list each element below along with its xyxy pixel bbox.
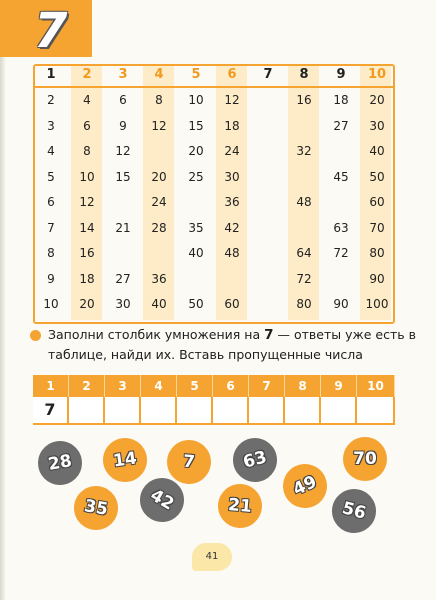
table-cell <box>286 166 322 189</box>
table-cell: 20 <box>369 93 385 107</box>
chapter-number: 7 <box>34 3 68 59</box>
table-cell: 16 <box>296 93 312 107</box>
table-cell <box>323 140 359 163</box>
table-cell: 9 <box>119 118 127 133</box>
table-cell: 4 <box>83 93 91 107</box>
table-cell: 42 <box>224 220 240 235</box>
table-cell: 24 <box>224 144 240 158</box>
answer-input-cell[interactable] <box>321 397 357 423</box>
answer-header-cell: 1 <box>33 375 69 397</box>
table-cell: 100 <box>365 297 389 311</box>
table-cell: 48 <box>224 246 240 260</box>
table-cell: 2 <box>47 93 55 107</box>
table-cell: 70 <box>369 220 385 235</box>
number-circle[interactable]: 35 <box>71 483 122 534</box>
instruction-part1: Заполни столбик умножения на <box>48 327 265 342</box>
table-cell: 28 <box>151 220 167 235</box>
table-cell <box>250 293 286 316</box>
table-cell: 27 <box>333 118 349 133</box>
page-edge <box>0 0 6 600</box>
table-cell <box>250 191 286 214</box>
table-cell <box>286 115 322 138</box>
table-header-cell: 4 <box>154 67 164 82</box>
table-cell: 15 <box>188 118 204 133</box>
table-cell <box>286 217 322 240</box>
table-header-divider <box>33 86 393 88</box>
answer-header-cell: 2 <box>69 375 105 397</box>
page-number: 41 <box>205 551 219 562</box>
table-cell: 10 <box>43 297 59 311</box>
table-cell: 5 <box>47 169 55 184</box>
number-circle[interactable]: 42 <box>132 470 192 530</box>
answer-header-cell: 4 <box>141 375 177 397</box>
table-cell: 50 <box>369 169 385 184</box>
table-cell: 12 <box>224 93 240 107</box>
table-cell: 8 <box>155 93 163 107</box>
table-cell: 60 <box>369 195 385 209</box>
table-cell: 40 <box>188 246 204 260</box>
table-cell: 90 <box>369 271 385 286</box>
table-cell: 12 <box>115 144 131 158</box>
table-cell: 20 <box>151 169 167 184</box>
answer-table <box>33 375 395 425</box>
table-cell <box>105 242 141 265</box>
table-cell: 60 <box>224 297 240 311</box>
table-cell: 3 <box>47 118 55 133</box>
table-cell <box>250 217 286 240</box>
table-cell <box>250 140 286 163</box>
table-cell: 24 <box>151 195 167 209</box>
multiplication-table <box>33 62 393 320</box>
table-cell <box>250 115 286 138</box>
table-cell: 48 <box>296 195 312 209</box>
table-cell: 50 <box>188 297 204 311</box>
table-cell <box>250 166 286 189</box>
table-header-cell: 5 <box>191 67 201 82</box>
table-cell: 18 <box>224 118 240 133</box>
answer-input-cell[interactable] <box>69 397 105 423</box>
table-cell: 40 <box>369 144 385 158</box>
number-circle[interactable]: 21 <box>216 482 264 530</box>
table-cell <box>323 191 359 214</box>
table-cell <box>141 140 177 163</box>
table-cell: 10 <box>79 169 95 184</box>
table-cell: 12 <box>151 118 167 133</box>
bullet-icon <box>30 330 41 341</box>
table-cell: 36 <box>224 195 240 209</box>
answer-header-cell: 8 <box>285 375 321 397</box>
table-cell: 36 <box>151 271 167 286</box>
table-cell: 6 <box>83 118 91 133</box>
answer-header-cell: 7 <box>249 375 285 397</box>
table-header-cell: 8 <box>299 67 309 82</box>
table-cell <box>105 191 141 214</box>
table-header-cell: 3 <box>118 67 128 82</box>
table-cell: 90 <box>333 297 349 311</box>
table-header-cell: 2 <box>82 67 92 82</box>
number-circle[interactable]: 14 <box>100 435 150 485</box>
table-cell <box>250 89 286 112</box>
table-cell <box>250 242 286 265</box>
table-cell: 4 <box>47 144 55 158</box>
table-cell: 6 <box>47 195 55 209</box>
number-circle[interactable]: 70 <box>343 437 387 481</box>
table-cell: 10 <box>188 93 204 107</box>
answer-input-cell[interactable] <box>357 397 395 423</box>
answer-input-cell[interactable] <box>105 397 141 423</box>
table-cell <box>250 268 286 291</box>
answer-header-cell: 9 <box>321 375 357 397</box>
table-cell <box>323 268 359 291</box>
table-cell: 35 <box>188 220 204 235</box>
answer-header-cell: 3 <box>105 375 141 397</box>
answer-header-cell: 5 <box>177 375 213 397</box>
table-cell: 18 <box>333 93 349 107</box>
chapter-badge <box>0 0 92 57</box>
table-cell: 25 <box>188 169 204 184</box>
table-cell: 32 <box>296 144 312 158</box>
answer-input-cell[interactable] <box>141 397 177 423</box>
answer-input-cell[interactable] <box>177 397 213 423</box>
instruction-highlight: 7 <box>264 327 274 343</box>
table-cell: 15 <box>115 169 131 184</box>
table-cell: 6 <box>119 93 127 107</box>
table-cell: 21 <box>115 220 131 235</box>
table-cell: 8 <box>47 246 55 260</box>
answer-header-cell: 6 <box>213 375 249 397</box>
table-cell: 9 <box>47 271 55 286</box>
table-cell <box>141 242 177 265</box>
table-cell: 14 <box>79 220 95 235</box>
table-cell <box>178 191 214 214</box>
table-header-cell: 9 <box>336 67 346 82</box>
table-cell: 80 <box>296 297 312 311</box>
table-cell: 30 <box>369 118 385 133</box>
table-cell <box>214 268 250 291</box>
table-cell: 18 <box>79 271 95 286</box>
number-circle[interactable]: 28 <box>35 438 86 489</box>
answer-input-cell[interactable] <box>285 397 321 423</box>
instruction-part2: — ответы уже есть в таблице, найди их. Вставь пропущенные числа <box>48 327 416 362</box>
table-cell: 20 <box>188 144 204 158</box>
table-cell: 72 <box>333 246 349 260</box>
table-cell: 12 <box>79 195 95 209</box>
number-circle[interactable]: 63 <box>228 433 282 487</box>
page-number-bubble <box>192 543 232 571</box>
number-circle[interactable]: 49 <box>276 457 334 515</box>
answer-input-cell[interactable]: 7 <box>33 397 69 423</box>
table-cell: 45 <box>333 169 349 184</box>
table-cell: 72 <box>296 271 312 286</box>
table-cell: 40 <box>151 297 167 311</box>
table-cell: 16 <box>79 246 95 260</box>
answer-header-cell: 10 <box>357 375 395 397</box>
table-cell: 8 <box>83 144 91 158</box>
table-header-cell: 1 <box>46 67 56 82</box>
table-header-cell: 7 <box>263 67 273 82</box>
table-cell: 80 <box>369 246 385 260</box>
answer-input-cell[interactable] <box>249 397 285 423</box>
instruction-text <box>48 325 418 365</box>
answer-input-cell[interactable] <box>213 397 249 423</box>
table-header-cell: 10 <box>367 67 387 82</box>
table-header-cell: 6 <box>227 67 237 82</box>
table-cell: 30 <box>115 297 131 311</box>
table-cell: 30 <box>224 169 240 184</box>
table-cell: 20 <box>79 297 95 311</box>
table-cell <box>178 268 214 291</box>
table-cell: 63 <box>333 220 349 235</box>
table-cell: 27 <box>115 271 131 286</box>
table-cell: 64 <box>296 246 312 260</box>
number-circle[interactable]: 7 <box>165 438 213 486</box>
number-circle[interactable]: 56 <box>327 484 381 538</box>
table-cell: 7 <box>47 220 55 235</box>
